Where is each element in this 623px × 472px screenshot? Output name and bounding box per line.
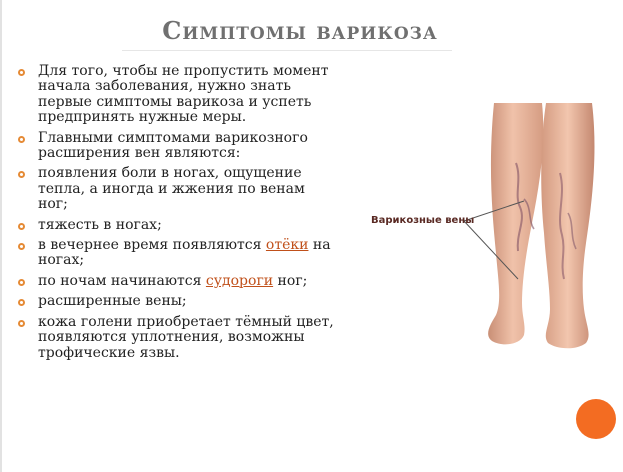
edema-link[interactable]: отёки [265,237,309,254]
bullet-ring-icon [18,320,25,327]
list-item-text-before: в вечернее время появляются [38,237,266,254]
list-item [14,131,334,162]
list-item-text-after: на ногах; [38,237,331,269]
bullet-ring-icon [18,69,25,76]
list-item [14,64,334,126]
bullet-ring-icon [18,171,25,178]
list-item [14,166,334,212]
list-item-text: тяжесть в ногах; [38,216,162,233]
bullet-ring-icon [18,223,25,230]
list-item-text: кожа голени приобретает тёмный цвет, появляются уплотнения, возможны трофические язвы. [38,313,334,361]
bullet-ring-icon [18,279,25,286]
right-leg [541,103,594,348]
list-item-text: расширенные вены; [38,293,187,310]
list-item [14,294,334,309]
left-leg [488,103,543,344]
cramps-link[interactable]: судороги [205,272,274,289]
list-item-text-after: ног; [273,272,308,289]
slide-title: Симптомы варикоза [162,16,438,45]
orange-circle-decoration [576,399,616,439]
list-item [14,274,334,289]
symptom-list [14,64,334,366]
title-divider [122,50,452,51]
list-item-text-before: по ночам начинаются [38,272,206,289]
bullet-ring-icon [18,136,25,143]
list-item [14,238,334,269]
list-item [14,218,334,233]
list-item [14,315,334,361]
slide-left-border [0,0,2,472]
list-item-text: Для того, чтобы не пропустить момент начала заболевания, нужно знать первые симптомы варикоза и успеть предпринять нужные меры. [38,63,329,126]
list-item-text: Главными симптомами варикозного расширения вен являются: [38,129,308,162]
legs-varicose-photo [356,103,618,353]
bullet-ring-icon [18,243,25,250]
varicose-veins-caption: Варикозные вены [371,215,475,226]
bullet-ring-icon [18,299,25,306]
list-item-text: появления боли в ногах, ощущение тепла, а иногда и жжения по венам ног; [38,165,305,213]
